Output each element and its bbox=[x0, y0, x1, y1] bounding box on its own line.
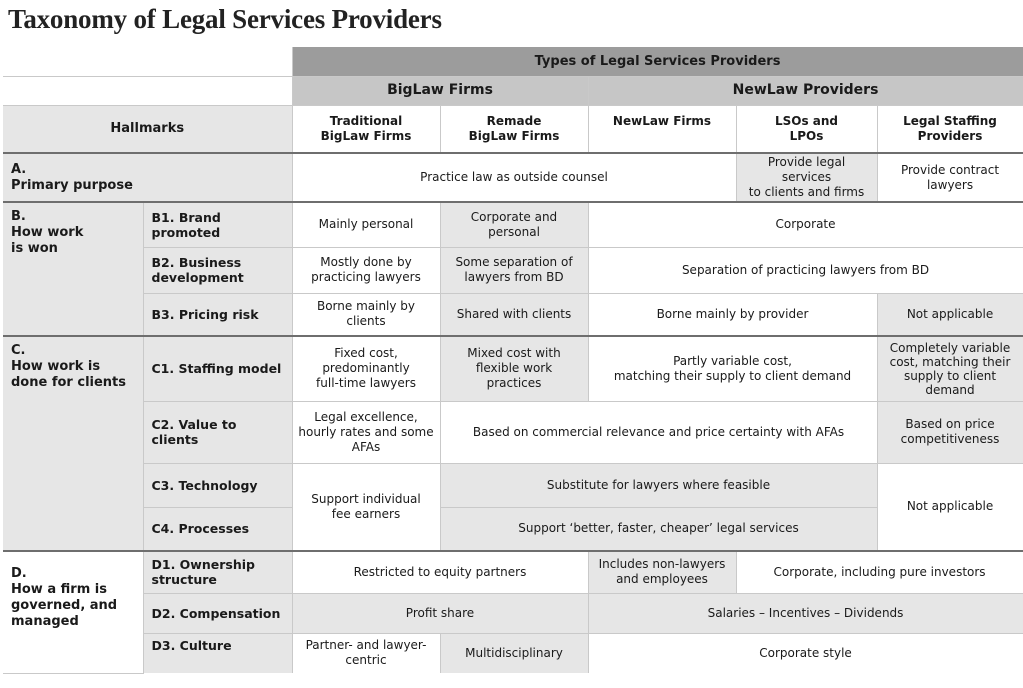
cell-b3-c2: Shared with clients bbox=[440, 293, 588, 336]
cell-c1-staffing: Completely variable cost, matching their supply to client demand bbox=[877, 336, 1023, 401]
cell-c1-c1: Fixed cost, predominantly full-time lawyers bbox=[292, 336, 440, 401]
cell-d1-c4-5: Corporate, including pure investors bbox=[736, 551, 1023, 593]
section-c-how-work-is-done: C. How work is done for clients bbox=[3, 336, 143, 551]
row-b2-label: B2. Business development bbox=[143, 247, 292, 293]
row-d1-label: D1. Ownership structure bbox=[143, 551, 292, 593]
types-header: Types of Legal Services Providers bbox=[292, 47, 1023, 76]
biglaw-header: BigLaw Firms bbox=[292, 76, 588, 105]
cell-b2-c1: Mostly done by practicing lawyers bbox=[292, 247, 440, 293]
cell-a-staffing: Provide contract lawyers bbox=[877, 153, 1023, 202]
header-blank bbox=[3, 47, 292, 76]
cell-c3-mid: Substitute for lawyers where feasible bbox=[440, 463, 877, 507]
cell-c4-mid: Support ‘better, faster, cheaper’ legal services bbox=[440, 507, 877, 551]
cell-b3-c1: Borne mainly by clients bbox=[292, 293, 440, 336]
cell-c3-c1: Support individual fee earners bbox=[292, 463, 440, 551]
cell-b2-newlaw: Separation of practicing lawyers from BD bbox=[588, 247, 1023, 293]
col-traditional-biglaw: Traditional BigLaw Firms bbox=[292, 105, 440, 153]
cell-b1-c2: Corporate and personal bbox=[440, 202, 588, 247]
row-d2-label: D2. Compensation bbox=[143, 593, 292, 633]
cell-c2-mid: Based on commercial relevance and price certainty with AFAs bbox=[440, 401, 877, 463]
newlaw-header: NewLaw Providers bbox=[588, 76, 1023, 105]
cell-b1-newlaw: Corporate bbox=[588, 202, 1023, 247]
cell-c3-staffing: Not applicable bbox=[877, 463, 1023, 551]
row-b1-label: B1. Brand promoted bbox=[143, 202, 292, 247]
cell-d3-c2: Multidisciplinary bbox=[440, 633, 588, 673]
cell-c2-staffing: Based on price competitiveness bbox=[877, 401, 1023, 463]
header-blank-2 bbox=[3, 76, 292, 105]
col-remade-biglaw: Remade BigLaw Firms bbox=[440, 105, 588, 153]
row-d3-label: D3. Culture bbox=[143, 633, 292, 673]
section-d-governance: D. How a firm is governed, and managed bbox=[3, 551, 143, 673]
cell-b3-newlaw: Borne mainly by provider bbox=[588, 293, 877, 336]
cell-d3-newlaw: Corporate style bbox=[588, 633, 1023, 673]
row-c3-label: C3. Technology bbox=[143, 463, 292, 507]
row-c2-label: C2. Value to clients bbox=[143, 401, 292, 463]
cell-a-practice-law: Practice law as outside counsel bbox=[292, 153, 736, 202]
cell-c1-newlaw: Partly variable cost, matching their supply to client demand bbox=[588, 336, 877, 401]
section-a-primary-purpose: A. Primary purpose bbox=[3, 153, 292, 202]
page-title: Taxonomy of Legal Services Providers bbox=[8, 4, 442, 34]
row-c1-label: C1. Staffing model bbox=[143, 336, 292, 401]
section-b-how-work-is-won: B. How work is won bbox=[3, 202, 143, 336]
cell-b1-c1: Mainly personal bbox=[292, 202, 440, 247]
row-c4-label: C4. Processes bbox=[143, 507, 292, 551]
cell-d2-newlaw: Salaries – Incentives – Dividends bbox=[588, 593, 1023, 633]
col-legal-staffing: Legal Staffing Providers bbox=[877, 105, 1023, 153]
cell-c2-c1: Legal excellence, hourly rates and some AFAs bbox=[292, 401, 440, 463]
cell-d1-biglaw: Restricted to equity partners bbox=[292, 551, 588, 593]
cell-d3-c1: Partner- and lawyer- centric bbox=[292, 633, 440, 673]
cell-a-lsos: Provide legal services to clients and firms bbox=[736, 153, 877, 202]
cell-d1-c3: Includes non-lawyers and employees bbox=[588, 551, 736, 593]
col-newlaw-firms: NewLaw Firms bbox=[588, 105, 736, 153]
cell-d2-biglaw: Profit share bbox=[292, 593, 588, 633]
taxonomy-table bbox=[3, 47, 1023, 674]
cell-b3-staffing: Not applicable bbox=[877, 293, 1023, 336]
col-lsos-lpos: LSOs and LPOs bbox=[736, 105, 877, 153]
cell-c1-c2: Mixed cost with flexible work practices bbox=[440, 336, 588, 401]
hallmarks-header: Hallmarks bbox=[3, 105, 292, 153]
row-b3-label: B3. Pricing risk bbox=[143, 293, 292, 336]
cell-b2-c2: Some separation of lawyers from BD bbox=[440, 247, 588, 293]
